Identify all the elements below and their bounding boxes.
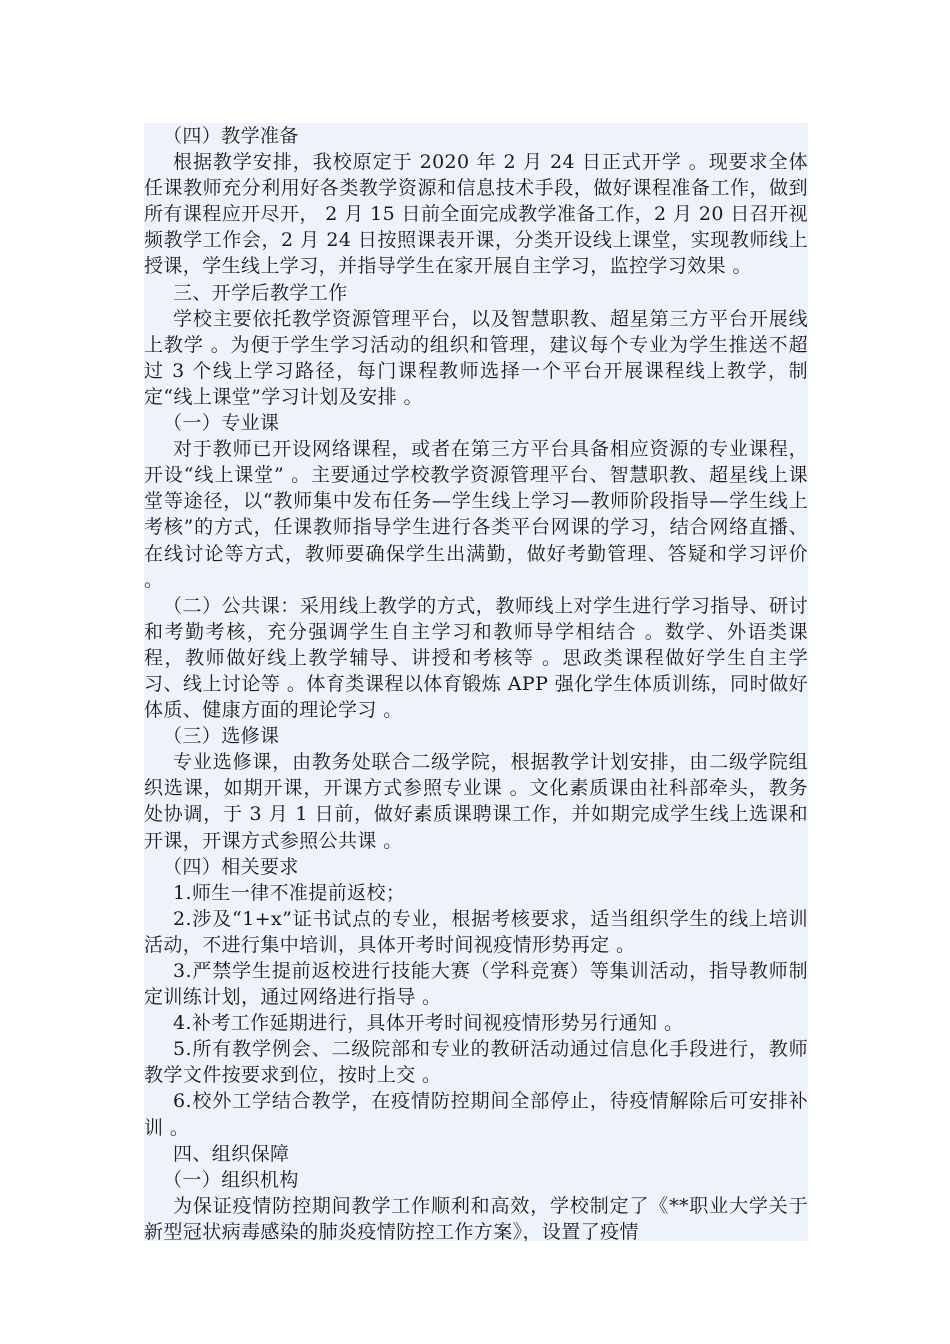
paragraph: 根据教学安排，我校原定于 2020 年 2 月 24 日正式开学 。现要求全体任课教师充分利用好各类教学资源和信息技术手段，做好课程准备工作，做到所有课程应开尽开， 2 月 15 日前全面完成教学准备工作，2 月 20 日召开视频教学工作会，2 月 24 日按照课表开课，分类开设线上课堂，实现教师线上授课，学生线上学习，并指导学生在家开展自主学习，监控学习效果 。	[144, 151, 808, 278]
list-item: 3.严禁学生提前返校进行技能大赛（学科竞赛）等集训活动，指导教师制定训练计划，通过网络进行指导 。	[144, 960, 808, 1009]
paragraph: 学校主要依托教学资源管理平台，以及智慧职教、超星第三方平台开展线上教学 。为便于学生学习活动的组织和管理，建议每个专业为学生推送不超过 3 个线上学习路径，每门课程教师选择一个平台开展课程线上教学，制定“线上课堂”学习计划及安排 。	[144, 307, 808, 408]
paragraph: 专业选修课，由教务处联合二级学院，根据教学计划安排，由二级学院组织选课，如期开课，开课方式参照专业课 。文化素质课由社科部牵头，教务处协调，于 3 月 1 日前，做好素质课聘课工作，并如期完成学生线上选课和开课，开课方式参照公共课 。	[144, 751, 808, 852]
paragraph: 对于教师已开设网络课程，或者在第三方平台具备相应资源的专业课程，开设“线上课堂” 。主要通过学校教学资源管理平台、智慧职教、超星线上课堂等途径，以“教师集中发布任务—学生线上学习—教师阶段指导—学生线上考核”的方式，任课教师指导学生进行各类平台网课的学习，结合网络直播、在线讨论等方式，教师要确保学生出满勤，做好考勤管理、答疑和学习评价 。	[144, 438, 808, 591]
section-3-heading: （三）选修课	[163, 725, 280, 748]
list-item: 2.涉及“1+x”证书试点的专业，根据考核要求，适当组织学生的线上培训活动，不进行集中培训，具体开考时间视疫情形势再定 。	[144, 907, 808, 956]
list-item: 4.补考工作延期进行，具体开考时间视疫情形势另行通知 。	[173, 1012, 684, 1035]
section-4-requirements-heading: （四）相关要求	[163, 855, 299, 878]
section-1-org-heading: （一）组织机构	[163, 1168, 299, 1191]
list-item: 5.所有教学例会、二级院部和专业的教研活动通过信息化手段进行，教师教学文件按要求到位，按时上交 。	[144, 1038, 808, 1087]
chapter-3-heading: 三、开学后教学工作	[173, 281, 348, 304]
section-2-paragraph: （二）公共课：采用线上教学的方式，教师线上对学生进行学习指导、研讨和考勤考核，充分强调学生自主学习和教师导学相结合 。数学、外语类课程，教师做好线上教学辅导、讲授和考核等 。思政类课程做好学生自主学习、线上讨论等 。体育类课程以体育锻炼 APP 强化学生体质训练，同时做好体质、健康方面的理论学习 。	[144, 594, 808, 722]
section-1-heading: （一）专业课	[163, 412, 280, 435]
list-item: 1.师生一律不准提前返校；	[173, 881, 406, 904]
section-4-heading: （四）教学准备	[163, 125, 299, 147]
list-item: 6.校外工学结合教学，在疫情防控期间全部停止，待疫情解除后可安排补训 。	[144, 1090, 808, 1139]
paragraph: 为保证疫情防控期间教学工作顺利和高效，学校制定了《**职业大学关于新型冠状病毒感染的肺炎疫情防控工作方案》，设置了疫情	[144, 1194, 808, 1241]
chapter-4-heading: 四、组织保障	[173, 1142, 290, 1165]
document-page	[144, 123, 808, 1241]
